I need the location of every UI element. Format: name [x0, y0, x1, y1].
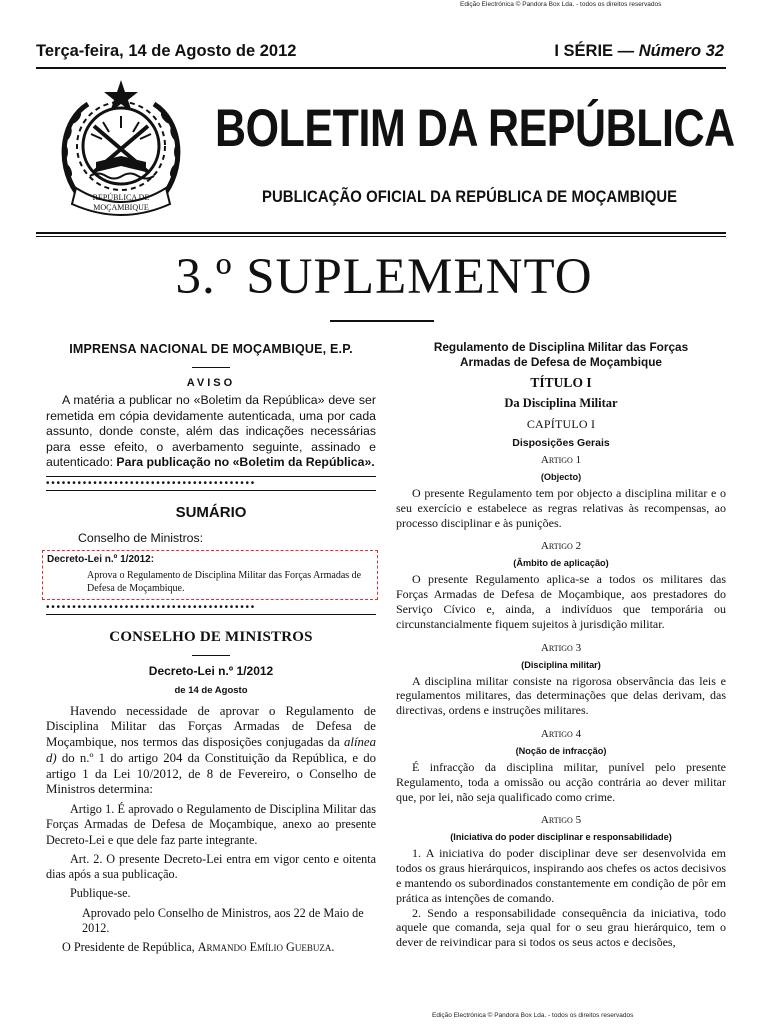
preamble-part-2: do n.º 1 do artigo 204 da Constituição da República, e do artigo 1 da Lei 10/2012, de 8 de Fevereiro, o Conselho de Ministros determina: [46, 750, 376, 797]
emblem-text-1: REPÚBLICA DE [92, 193, 150, 202]
artigo-5-paragraph-2: 2. Sendo a responsabilidade consequência da iniciativa, todo aquele que comanda, seja qual for o seu grau hierárquico, tem o dever de reivindicar para si todos os seus actos e decisões, [396, 905, 726, 950]
regulamento-title: Regulamento de Disciplina Militar das Forças Armadas de Defesa de Moçambique [433, 340, 689, 369]
presidente-name: Armando Emílio Guebuza. [197, 939, 335, 954]
imprensa-heading: IMPRENSA NACIONAL DE MOÇAMBIQUE, E.P. [69, 342, 353, 356]
dots-rule-top-1 [46, 476, 376, 477]
conselho-rule [192, 655, 230, 656]
supplement-rule [330, 320, 434, 322]
decreto-heading: Decreto-Lei n.º 1/2012 [148, 663, 274, 678]
masthead-subtitle: PUBLICAÇÃO OFICIAL DA REPÚBLICA DE MOÇAMBIQUE [262, 188, 678, 206]
decreto-preamble [46, 704, 376, 799]
titulo-heading: TÍTULO I [530, 375, 592, 390]
left-column [46, 338, 376, 955]
aviso-heading: AVISO [186, 377, 236, 389]
artigo-4-label: Artigo 4 [540, 727, 582, 740]
aprovado-statement [46, 906, 376, 936]
header-rule [36, 67, 726, 69]
capitulo-heading: CAPÍTULO I [526, 417, 596, 431]
right-column [396, 338, 726, 950]
aviso-body: A matéria a publicar no «Boletim da República» deve ser remetida em cópia devidamente autenticada, uma por cada assunto, donde conste, além das indicações necessárias para esse efeito, o averbamento seguinte, assinado e autenticado: [46, 393, 376, 469]
artigo-1-label: Artigo 1 [540, 454, 582, 466]
aviso-bold: Para publicação no «Boletim da República». [116, 455, 375, 469]
masthead-rule-2 [36, 236, 726, 237]
issue-number: Número 32 [638, 42, 724, 60]
artigo-4-subtitle: (Noção de infracção) [515, 745, 607, 756]
issue-series [554, 42, 724, 61]
copyright-notice-top: Edição Electrónica © Pandora Box Lda. - todos os direitos reservados [460, 1, 662, 8]
artigo-2-label: Artigo 2 [540, 540, 582, 553]
sumario-heading: SUMÁRIO [175, 503, 247, 521]
artigo-5-label: Artigo 5 [540, 814, 582, 827]
artigo-2-text: O presente Regulamento aplica-se a todos os militares das Forças Armadas de Defesa de Moçambique, aos prestadores do Serviço Cívico e, ainda, a indivíduos que temporária ou circunstancialmente fiquem sujeitos à jurisdição militar. [396, 572, 726, 631]
dots-rule-bottom-1 [46, 490, 376, 491]
decreto-article-1: Artigo 1. É aprovado o Regulamento de Disciplina Militar das Forças Armadas de Defesa de Moçambique, anexo ao presente Decreto-Lei e que dele faz parte integrante. [46, 802, 376, 847]
imprensa-rule [192, 367, 230, 368]
dots-rule-bottom-2 [46, 614, 376, 615]
artigo-3-text: A disciplina militar consiste na rigorosa observância das leis e regulamentos militares, das determinações que delas derivam, das directivas, ordens e instruções militares. [396, 673, 726, 718]
decreto-box-text: Aprova o Regulamento de Disciplina Militar das Forças Armadas de Defesa de Moçambique. [87, 569, 362, 594]
artigo-2-subtitle: (Âmbito de aplicação) [513, 558, 609, 569]
decreto-summary-box[interactable] [42, 550, 378, 600]
decreto-box-title: Decreto-Lei n.º 1/2012: [47, 553, 155, 565]
artigo-3-subtitle: (Disciplina militar) [521, 659, 601, 670]
masthead-title: BOLETIM DA REPÚBLICA [215, 99, 735, 158]
disposicoes-heading: Disposições Gerais [512, 437, 610, 449]
artigo-1-text: O presente Regulamento tem por objecto a disciplina militar e o seu exercício e estabelece as regras relativas às recompensas, ao processo disciplinar e às punições. [396, 486, 726, 530]
presidente-signature [46, 940, 376, 955]
presidente-prefix: O Presidente de República, [62, 939, 198, 954]
preamble-part-1: Havendo necessidade de aprovar o Regulamento de Disciplina Militar das Forças Armadas de Defesa de Moçambique, nos termos das disposições conjugadas da [46, 703, 376, 750]
dots-separator-2: •••••••••••••••••••••••••••••••••••••••• [46, 602, 257, 613]
conselho-heading: CONSELHO DE MINISTROS [109, 628, 313, 645]
dots-separator-1: •••••••••••••••••••••••••••••••••••••••• [46, 478, 257, 489]
decreto-article-2: Art. 2. O presente Decreto-Lei entra em vigor cento e oitenta dias após a sua publicação. [46, 851, 376, 882]
copyright-notice-bottom: Edição Electrónica © Pandora Box Lda. - todos os direitos reservados [432, 1012, 634, 1019]
series-prefix: I SÉRIE — [554, 42, 639, 60]
artigo-5-subtitle: (Iniciativa do poder disciplinar e responsabilidade) [450, 832, 672, 843]
publique-se: Publique-se. [70, 886, 131, 901]
state-emblem-icon [46, 76, 196, 226]
preamble-italic: alínea d) [46, 735, 376, 765]
artigo-5-paragraph-1: 1. A iniciativa do poder disciplinar deve ser desenvolvida em todos os graus hierárquicos, inspirando aos chefes os actos decisivos e mantendo os subordinados constantemente em condição de pôr em prática as intenções de comando. [396, 846, 726, 905]
artigo-4-text: É infracção da disciplina militar, punível pelo presente Regulamento, toda a omissão ou acção contrária ao dever militar que, por lei, não seja qualificado como crime. [396, 759, 726, 804]
titulo-subheading: Da Disciplina Militar [504, 396, 618, 410]
aprovado-text: Aprovado pelo Conselho de Ministros, aos 22 de Maio de 2012. [82, 905, 364, 935]
artigo-1-subtitle: (Objecto) [540, 472, 582, 482]
masthead-rule-1 [36, 232, 726, 234]
aviso-text [46, 393, 376, 471]
emblem-text-2: MOÇAMBIQUE [93, 203, 149, 212]
decreto-date: de 14 de Agosto [174, 684, 248, 696]
issue-date: Terça-feira, 14 de Agosto de 2012 [36, 42, 297, 60]
supplement-title: 3.º SUPLEMENTO [175, 249, 593, 305]
artigo-3-label: Artigo 3 [540, 641, 582, 654]
conselho-ministros-label: Conselho de Ministros: [78, 530, 204, 545]
